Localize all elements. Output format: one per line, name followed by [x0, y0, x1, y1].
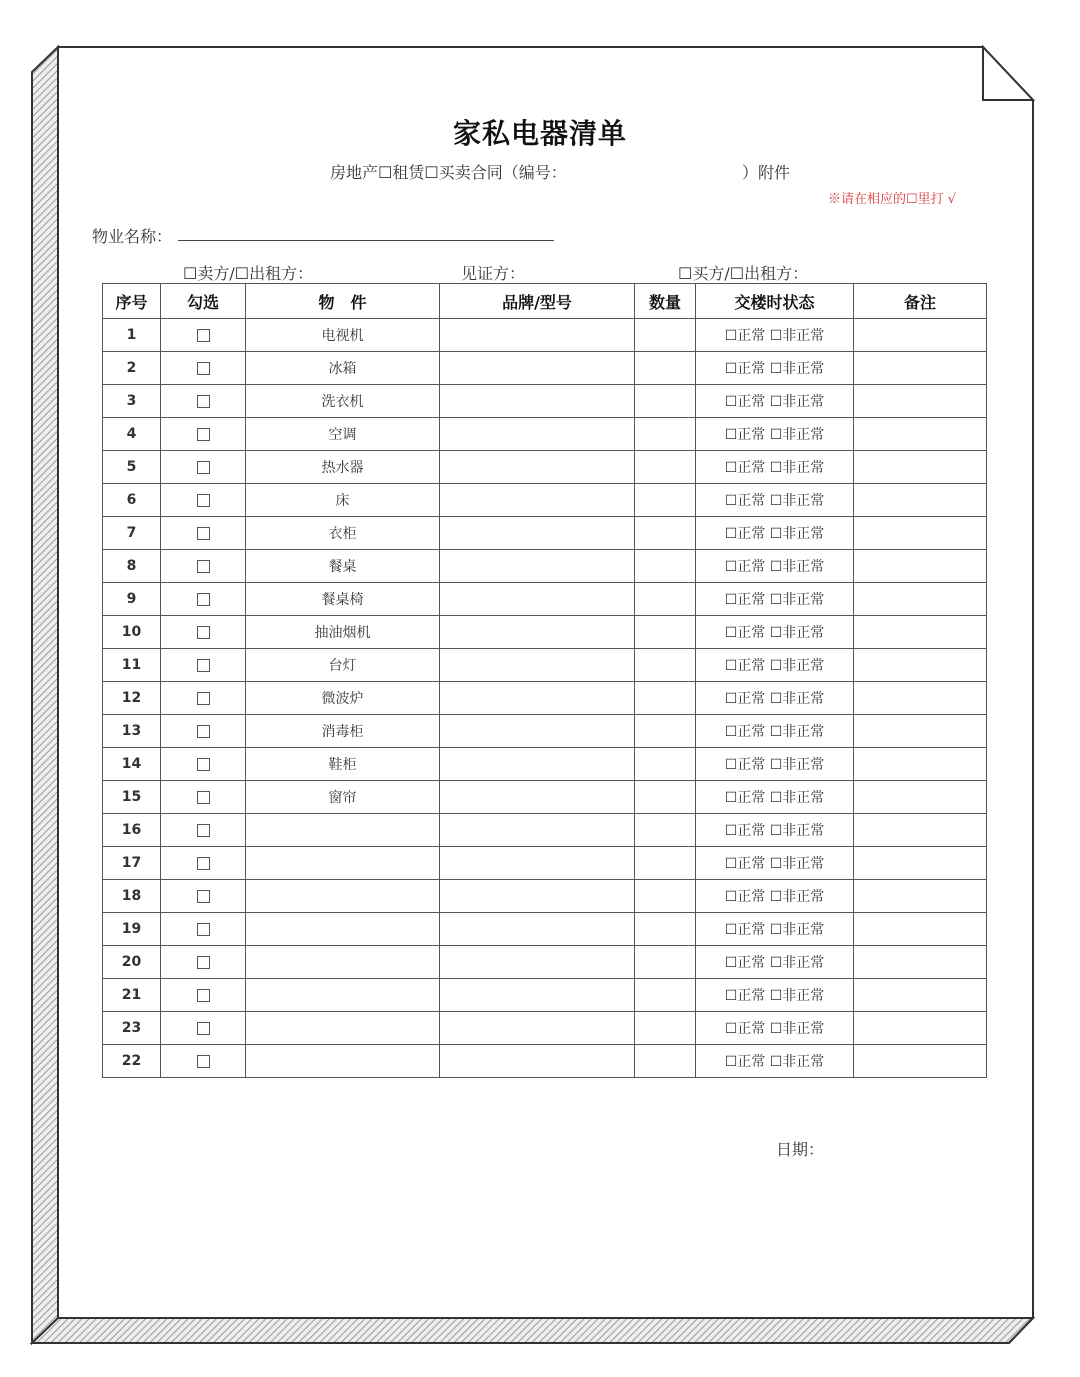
row-checkbox[interactable] — [197, 824, 210, 837]
row-serial: 3 — [103, 385, 161, 418]
row-check-cell — [161, 715, 246, 748]
row-checkbox[interactable] — [197, 890, 210, 903]
row-remarks-cell[interactable] — [854, 781, 987, 814]
row-serial: 11 — [103, 649, 161, 682]
row-quantity-cell[interactable] — [635, 649, 696, 682]
row-checkbox[interactable] — [197, 791, 210, 804]
row-item — [246, 880, 440, 913]
row-brand-model-cell[interactable] — [440, 847, 635, 880]
row-item — [246, 1012, 440, 1045]
row-brand-model-cell[interactable] — [440, 814, 635, 847]
row-checkbox[interactable] — [197, 494, 210, 507]
row-handover-status[interactable]: ☐正常 ☐非正常 — [696, 616, 854, 649]
row-remarks-cell[interactable] — [854, 583, 987, 616]
table-row — [103, 880, 987, 913]
row-quantity-cell[interactable] — [635, 880, 696, 913]
row-serial: 23 — [103, 1012, 161, 1045]
table-row — [103, 550, 987, 583]
table-row — [103, 979, 987, 1012]
row-quantity-cell[interactable] — [635, 682, 696, 715]
row-handover-status[interactable]: ☐正常 ☐非正常 — [696, 517, 854, 550]
row-check-cell — [161, 451, 246, 484]
row-check-cell — [161, 352, 246, 385]
row-serial: 15 — [103, 781, 161, 814]
table-row — [103, 814, 987, 847]
row-quantity-cell[interactable] — [635, 352, 696, 385]
row-handover-status[interactable]: ☐正常 ☐非正常 — [696, 451, 854, 484]
table-row — [103, 781, 987, 814]
row-checkbox[interactable] — [197, 659, 210, 672]
row-handover-status[interactable]: ☐正常 ☐非正常 — [696, 1045, 854, 1078]
row-item: 餐桌椅 — [246, 583, 440, 616]
row-item: 热水器 — [246, 451, 440, 484]
row-item: 冰箱 — [246, 352, 440, 385]
seller-party-label: ☐卖方/☐出租方： — [183, 264, 314, 283]
row-handover-status[interactable]: ☐正常 ☐非正常 — [696, 550, 854, 583]
row-brand-model-cell[interactable] — [440, 385, 635, 418]
row-item — [246, 946, 440, 979]
row-handover-status[interactable]: ☐正常 ☐非正常 — [696, 781, 854, 814]
table-row — [103, 946, 987, 979]
contract-reference-label: 房地产☐租赁☐买卖合同（编号： — [330, 163, 567, 182]
row-serial: 22 — [103, 1045, 161, 1078]
row-item: 空调 — [246, 418, 440, 451]
row-remarks-cell[interactable] — [854, 517, 987, 550]
row-serial: 14 — [103, 748, 161, 781]
row-item: 鞋柜 — [246, 748, 440, 781]
row-check-cell — [161, 781, 246, 814]
furniture-appliance-table — [102, 283, 987, 1078]
row-item: 微波炉 — [246, 682, 440, 715]
attachment-label: ）附件 — [742, 163, 791, 182]
row-handover-status[interactable]: ☐正常 ☐非正常 — [696, 352, 854, 385]
row-handover-status[interactable]: ☐正常 ☐非正常 — [696, 385, 854, 418]
row-checkbox[interactable] — [197, 362, 210, 375]
table-row — [103, 1012, 987, 1045]
row-handover-status[interactable]: ☐正常 ☐非正常 — [696, 880, 854, 913]
table-row — [103, 913, 987, 946]
property-name-label: 物业名称： — [92, 227, 173, 246]
header-serial: 序号 — [103, 284, 161, 319]
row-handover-status[interactable]: ☐正常 ☐非正常 — [696, 847, 854, 880]
row-remarks-cell[interactable] — [854, 682, 987, 715]
row-quantity-cell[interactable] — [635, 847, 696, 880]
row-serial: 7 — [103, 517, 161, 550]
row-brand-model-cell[interactable] — [440, 517, 635, 550]
table-row — [103, 385, 987, 418]
row-remarks-cell[interactable] — [854, 979, 987, 1012]
row-remarks-cell[interactable] — [854, 748, 987, 781]
row-quantity-cell[interactable] — [635, 583, 696, 616]
row-brand-model-cell[interactable] — [440, 946, 635, 979]
row-serial: 2 — [103, 352, 161, 385]
row-item: 消毒柜 — [246, 715, 440, 748]
row-brand-model-cell[interactable] — [440, 451, 635, 484]
table-row — [103, 583, 987, 616]
row-serial: 10 — [103, 616, 161, 649]
row-check-cell — [161, 1045, 246, 1078]
row-check-cell — [161, 418, 246, 451]
date-label: 日期： — [776, 1140, 825, 1159]
row-checkbox[interactable] — [197, 692, 210, 705]
row-serial: 20 — [103, 946, 161, 979]
property-name-field[interactable] — [178, 240, 554, 241]
row-quantity-cell[interactable] — [635, 781, 696, 814]
row-brand-model-cell[interactable] — [440, 484, 635, 517]
row-brand-model-cell[interactable] — [440, 550, 635, 583]
row-checkbox[interactable] — [197, 461, 210, 474]
row-brand-model-cell[interactable] — [440, 352, 635, 385]
row-handover-status[interactable]: ☐正常 ☐非正常 — [696, 814, 854, 847]
row-remarks-cell[interactable] — [854, 814, 987, 847]
table-row — [103, 451, 987, 484]
row-quantity-cell[interactable] — [635, 1012, 696, 1045]
row-remarks-cell[interactable] — [854, 385, 987, 418]
header-check: 勾选 — [161, 284, 246, 319]
table-header-row — [103, 284, 987, 319]
row-remarks-cell[interactable] — [854, 649, 987, 682]
row-handover-status[interactable]: ☐正常 ☐非正常 — [696, 418, 854, 451]
row-check-cell — [161, 649, 246, 682]
row-remarks-cell[interactable] — [854, 880, 987, 913]
row-brand-model-cell[interactable] — [440, 649, 635, 682]
table-row — [103, 352, 987, 385]
row-item — [246, 979, 440, 1012]
row-handover-status[interactable]: ☐正常 ☐非正常 — [696, 748, 854, 781]
row-checkbox[interactable] — [197, 956, 210, 969]
row-handover-status[interactable]: ☐正常 ☐非正常 — [696, 715, 854, 748]
row-quantity-cell[interactable] — [635, 748, 696, 781]
row-checkbox[interactable] — [197, 725, 210, 738]
page-bottom-edge — [32, 1318, 1033, 1343]
row-serial: 6 — [103, 484, 161, 517]
row-check-cell — [161, 748, 246, 781]
row-brand-model-cell[interactable] — [440, 979, 635, 1012]
row-handover-status[interactable]: ☐正常 ☐非正常 — [696, 946, 854, 979]
row-serial: 12 — [103, 682, 161, 715]
row-brand-model-cell[interactable] — [440, 616, 635, 649]
row-checkbox[interactable] — [197, 395, 210, 408]
row-remarks-cell[interactable] — [854, 550, 987, 583]
row-remarks-cell[interactable] — [854, 418, 987, 451]
row-remarks-cell[interactable] — [854, 451, 987, 484]
row-checkbox[interactable] — [197, 1055, 210, 1068]
row-checkbox[interactable] — [197, 329, 210, 342]
page-fold-corner — [983, 47, 1033, 100]
row-checkbox[interactable] — [197, 989, 210, 1002]
row-quantity-cell[interactable] — [635, 814, 696, 847]
row-quantity-cell[interactable] — [635, 550, 696, 583]
row-handover-status[interactable]: ☐正常 ☐非正常 — [696, 1012, 854, 1045]
row-brand-model-cell[interactable] — [440, 583, 635, 616]
row-quantity-cell[interactable] — [635, 319, 696, 352]
row-check-cell — [161, 484, 246, 517]
row-serial: 1 — [103, 319, 161, 352]
table-row — [103, 616, 987, 649]
table-row — [103, 649, 987, 682]
row-check-cell — [161, 550, 246, 583]
row-quantity-cell[interactable] — [635, 418, 696, 451]
header-quantity: 数量 — [635, 284, 696, 319]
row-check-cell — [161, 319, 246, 352]
row-quantity-cell[interactable] — [635, 979, 696, 1012]
row-handover-status[interactable]: ☐正常 ☐非正常 — [696, 979, 854, 1012]
row-check-cell — [161, 517, 246, 550]
row-checkbox[interactable] — [197, 923, 210, 936]
row-serial: 17 — [103, 847, 161, 880]
row-checkbox[interactable] — [197, 560, 210, 573]
row-remarks-cell[interactable] — [854, 946, 987, 979]
row-item — [246, 1045, 440, 1078]
row-brand-model-cell[interactable] — [440, 418, 635, 451]
row-item: 窗帘 — [246, 781, 440, 814]
row-checkbox[interactable] — [197, 428, 210, 441]
row-brand-model-cell[interactable] — [440, 913, 635, 946]
row-check-cell — [161, 814, 246, 847]
row-item — [246, 913, 440, 946]
row-item: 抽油烟机 — [246, 616, 440, 649]
row-checkbox[interactable] — [197, 527, 210, 540]
row-handover-status[interactable]: ☐正常 ☐非正常 — [696, 682, 854, 715]
row-remarks-cell[interactable] — [854, 484, 987, 517]
row-handover-status[interactable]: ☐正常 ☐非正常 — [696, 583, 854, 616]
header-handover-status: 交楼时状态 — [696, 284, 854, 319]
row-brand-model-cell[interactable] — [440, 1012, 635, 1045]
table-row — [103, 319, 987, 352]
row-remarks-cell[interactable] — [854, 847, 987, 880]
row-brand-model-cell[interactable] — [440, 880, 635, 913]
row-check-cell — [161, 583, 246, 616]
row-serial: 21 — [103, 979, 161, 1012]
table-row — [103, 682, 987, 715]
row-remarks-cell[interactable] — [854, 616, 987, 649]
row-remarks-cell[interactable] — [854, 352, 987, 385]
row-serial: 5 — [103, 451, 161, 484]
document-title: 家私电器清单 — [452, 117, 627, 150]
row-item: 衣柜 — [246, 517, 440, 550]
table-row — [103, 1045, 987, 1078]
row-quantity-cell[interactable] — [635, 715, 696, 748]
row-serial: 19 — [103, 913, 161, 946]
row-quantity-cell[interactable] — [635, 616, 696, 649]
row-brand-model-cell[interactable] — [440, 715, 635, 748]
row-serial: 8 — [103, 550, 161, 583]
header-remarks: 备注 — [854, 284, 987, 319]
row-remarks-cell[interactable] — [854, 1045, 987, 1078]
table-row — [103, 484, 987, 517]
row-item — [246, 814, 440, 847]
row-remarks-cell[interactable] — [854, 319, 987, 352]
row-serial: 13 — [103, 715, 161, 748]
row-brand-model-cell[interactable] — [440, 319, 635, 352]
row-handover-status[interactable]: ☐正常 ☐非正常 — [696, 319, 854, 352]
row-handover-status[interactable]: ☐正常 ☐非正常 — [696, 913, 854, 946]
table-row — [103, 748, 987, 781]
row-quantity-cell[interactable] — [635, 913, 696, 946]
row-quantity-cell[interactable] — [635, 484, 696, 517]
row-serial: 16 — [103, 814, 161, 847]
row-quantity-cell[interactable] — [635, 451, 696, 484]
row-check-cell — [161, 946, 246, 979]
header-item: 物 件 — [246, 284, 440, 319]
row-serial: 4 — [103, 418, 161, 451]
row-check-cell — [161, 847, 246, 880]
row-brand-model-cell[interactable] — [440, 1045, 635, 1078]
row-remarks-cell[interactable] — [854, 1012, 987, 1045]
row-remarks-cell[interactable] — [854, 913, 987, 946]
row-handover-status[interactable]: ☐正常 ☐非正常 — [696, 649, 854, 682]
row-item: 电视机 — [246, 319, 440, 352]
check-instruction-note: ※请在相应的☐里打 √ — [828, 192, 957, 207]
row-item: 餐桌 — [246, 550, 440, 583]
row-item: 床 — [246, 484, 440, 517]
row-check-cell — [161, 1012, 246, 1045]
table-row — [103, 847, 987, 880]
row-checkbox[interactable] — [197, 1022, 210, 1035]
row-checkbox[interactable] — [197, 758, 210, 771]
row-check-cell — [161, 880, 246, 913]
row-item — [246, 847, 440, 880]
row-item: 台灯 — [246, 649, 440, 682]
row-handover-status[interactable]: ☐正常 ☐非正常 — [696, 484, 854, 517]
row-checkbox[interactable] — [197, 857, 210, 870]
row-serial: 18 — [103, 880, 161, 913]
row-brand-model-cell[interactable] — [440, 682, 635, 715]
table-row — [103, 517, 987, 550]
row-serial: 9 — [103, 583, 161, 616]
row-check-cell — [161, 979, 246, 1012]
row-check-cell — [161, 616, 246, 649]
row-quantity-cell[interactable] — [635, 517, 696, 550]
page-left-edge — [32, 47, 58, 1343]
table-row — [103, 418, 987, 451]
row-quantity-cell[interactable] — [635, 1045, 696, 1078]
row-check-cell — [161, 913, 246, 946]
row-quantity-cell[interactable] — [635, 385, 696, 418]
row-quantity-cell[interactable] — [635, 946, 696, 979]
row-remarks-cell[interactable] — [854, 715, 987, 748]
row-brand-model-cell[interactable] — [440, 781, 635, 814]
row-brand-model-cell[interactable] — [440, 748, 635, 781]
row-check-cell — [161, 682, 246, 715]
table-row — [103, 715, 987, 748]
header-brand-model: 品牌/型号 — [440, 284, 635, 319]
buyer-party-label: ☐买方/☐出租方： — [678, 264, 809, 283]
row-checkbox[interactable] — [197, 593, 210, 606]
row-item: 洗衣机 — [246, 385, 440, 418]
witness-party-label: 见证方： — [461, 264, 526, 283]
row-checkbox[interactable] — [197, 626, 210, 639]
row-check-cell — [161, 385, 246, 418]
